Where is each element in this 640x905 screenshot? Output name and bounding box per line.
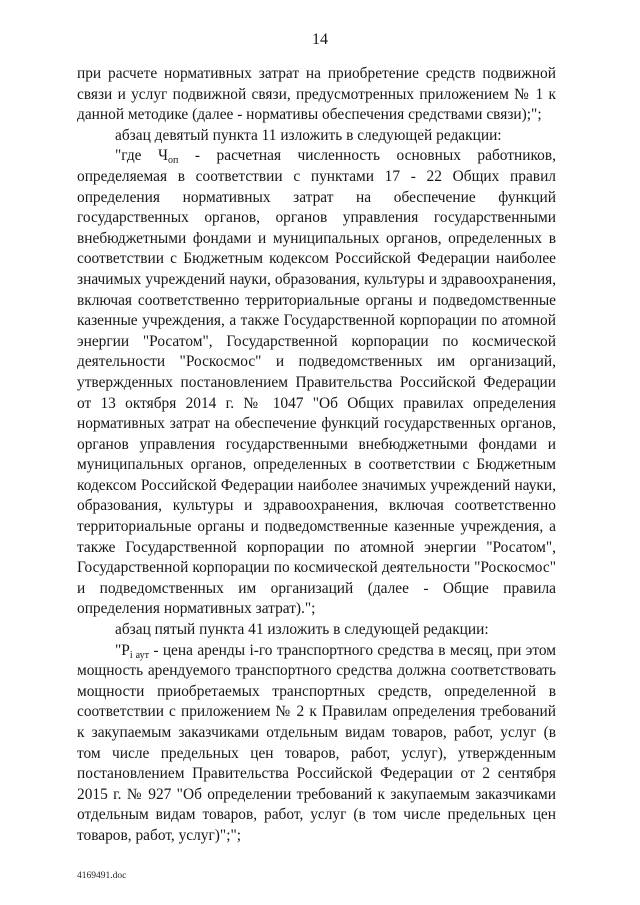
paragraph-continuation: при расчете нормативных затрат на приобретение средств подвижной связи и услуг подвижной связи, предусмотренных приложением № 1 к данной методике (далее - нормативы обеспечения средствами связи);";: [77, 65, 556, 124]
subscript-op: оп: [168, 155, 179, 167]
paragraph-amendment-instruction-1: абзац девятый пункта 11 изложить в следующей редакции:: [115, 126, 502, 144]
paragraph-amendment-instruction-2: абзац пятый пункта 41 изложить в следующей редакции:: [115, 621, 489, 639]
quote-start-text: "где Ч: [115, 147, 169, 165]
quote-body-text: - расчетная численность основных работников, определяемая в соответствии с пунктами 17 - 22 Общих правил определения нормативных затрат на обеспечение функций государственных органов, органов управления государственными внебюджетными фондами и муниципальных органов, определенных в соответствии с Бюджетным кодексом Российской Федерации наиболее значимых учреждений науки, образования, культуры и здравоохранения, включая соответственно территориальные органы и подведомственные казенные учреждения, а также Государственной корпорации по атомной энергии "Росатом", Государственной корпорации по космической деятельности "Роскосмос" и подведомственных им организаций, утвержденных постановлением Правительства Российской Федерации от 13 октября 2014 г. № 1047 "Об Общих правилах определения нормативных затрат на обеспечение функций государственных органов, органов управления государственными внебюджетными фондами и муниципальных органов, определенных в соответствии с Бюджетным кодексом Российской Федерации наиболее значимых учреждений науки, образования, культуры и здравоохранения, включая соответственно территориальные органы и подведомственные казенные учреждения, а также Государственной корпорации по атомной энергии "Росатом", Государственной корпорации по космической деятельности "Роскосмос" и подведомственных им организаций (далее - Общие правила определения нормативных затрат).";: [77, 147, 556, 618]
page-number: 14: [312, 31, 328, 48]
paragraph-quoted-definition-1: [77, 146, 556, 620]
quote-start-text: "P: [115, 641, 130, 659]
footer-filename: 4169491.doc: [77, 871, 127, 881]
paragraph-quoted-definition-2: [77, 641, 556, 847]
document-body: [77, 64, 556, 847]
quote-body-text: - цена аренды i-го транспортного средства в месяц, при этом мощность арендуемого транспортного средства должна соответствовать мощности приобретаемых транспортных средств, определенной в соответствии с приложением № 2 к Правилам определения требований к закупаемым заказчиками отдельным видам товаров, работ, услуг (в том числе предельных цен товаров, работ, услуг), утвержденным постановлением Правительства Российской Федерации от 2 сентября 2015 г. № 927 "Об определении требований к закупаемым заказчиками отдельным видам товаров, работ, услуг (в том числе предельных цен товаров, работ, услуг)";";: [77, 641, 556, 844]
subscript-i-aut: i аут: [129, 649, 149, 661]
